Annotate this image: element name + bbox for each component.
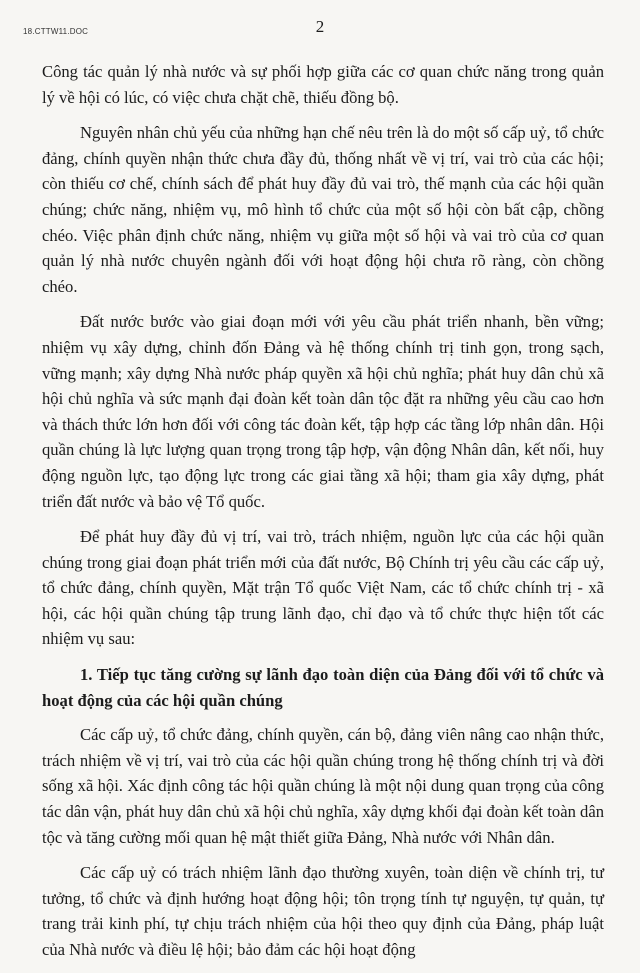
page-number: 2 [315, 17, 325, 36]
paragraph-causes: Nguyên nhân chủ yếu của những hạn chế nêu trên là do một số cấp uỷ, tổ chức đảng, chính quyền nhận thức chưa đầy đủ, thống nhất về vị trí, vai trò của các hội; còn thiếu cơ chế, chính sách để phát huy đầy đủ vai trò, thế mạnh của các hội quần chúng; chức năng, nhiệm vụ, mô hình tổ chức của một số hội còn bất cập, chồng chéo. Việc phân định chức năng, nhiệm vụ giữa một số hội và vai trò của cơ quan quản lý nhà nước chuyên ngành đối với hoạt động hội chưa rõ ràng, còn chồng chéo. [42, 123, 604, 296]
section-heading-1: 1. Tiếp tục tăng cường sự lãnh đạo toàn diện của Đảng đối với tổ chức và hoạt động của các hội quần chúng [42, 665, 604, 710]
paragraph-new-stage: Đất nước bước vào giai đoạn mới với yêu cầu phát triển nhanh, bền vững; nhiệm vụ xây dựng, chỉnh đốn Đảng và hệ thống chính trị tinh gọn, trong sạch, vững mạnh; xây dựng Nhà nước pháp quyền xã hội chủ nghĩa; phát huy dân chủ xã hội chủ nghĩa và sức mạnh đại đoàn kết toàn dân tộc đặt ra những yêu cầu cao hơn và thách thức lớn hơn đối với công tác đoàn kết, tập hợp các tầng lớp nhân dân. Hội quần chúng là lực lượng quan trọng trong tập hợp, vận động Nhân dân, kết nối, huy động nguồn lực, tạo động lực trong các giai tầng xã hội; tham gia xây dựng, phát triển đất nước và bảo vệ Tổ quốc. [42, 312, 604, 511]
paragraph-leadership: Các cấp uỷ có trách nhiệm lãnh đạo thường xuyên, toàn diện về chính trị, tư tưởng, tổ chức và định hướng hoạt động hội; tôn trọng tính tự nguyện, tự quản, tự trang trải kinh phí, tự chịu trách nhiệm của hội theo quy định của Đảng, pháp luật của Nhà nước và điều lệ hội; bảo đảm các hội hoạt động [42, 863, 604, 959]
document-body [42, 59, 604, 973]
file-tag: 18.CTTW11.DOC [23, 27, 89, 36]
paragraph-continuation: Công tác quản lý nhà nước và sự phối hợp giữa các cơ quan chức năng trong quản lý về hội có lúc, có việc chưa chặt chẽ, thiếu đồng bộ. [42, 62, 604, 107]
paragraph-awareness: Các cấp uỷ, tổ chức đảng, chính quyền, cán bộ, đảng viên nâng cao nhận thức, trách nhiệm về vị trí, vai trò của các hội quần chúng trong hệ thống chính trị và đời sống xã hội. Xác định công tác hội quần chúng là một nội dung quan trọng của công tác dân vận, phát huy dân chủ xã hội chủ nghĩa, xây dựng khối đại đoàn kết toàn dân tộc và tăng cường mối quan hệ mật thiết giữa Đảng, Nhà nước với Nhân dân. [42, 725, 604, 847]
paragraph-requirements: Để phát huy đầy đủ vị trí, vai trò, trách nhiệm, nguồn lực của các hội quần chúng trong giai đoạn phát triển mới của đất nước, Bộ Chính trị yêu cầu các cấp uỷ, tổ chức đảng, chính quyền, Mặt trận Tổ quốc Việt Nam, các tổ chức chính trị - xã hội, các hội quần chúng tập trung lãnh đạo, chỉ đạo và tổ chức thực hiện tốt các nhiệm vụ sau: [42, 527, 604, 649]
